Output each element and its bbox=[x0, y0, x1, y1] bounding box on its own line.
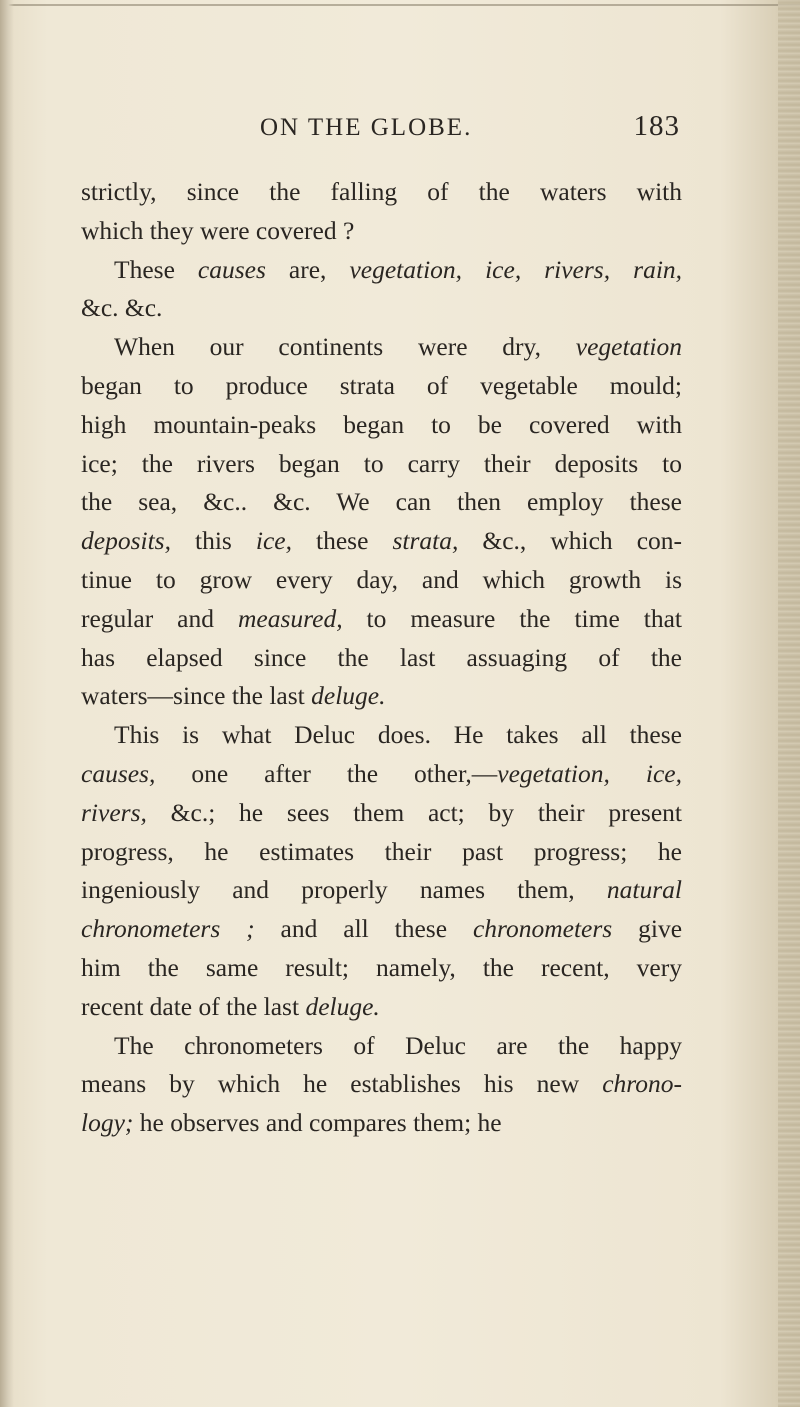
text-line bbox=[81, 561, 682, 600]
text-run: the sea, &c.. &c. We can then employ these bbox=[81, 487, 682, 517]
text-run: strictly, since the falling of the waters with bbox=[81, 177, 682, 206]
text-run bbox=[521, 255, 544, 284]
text-run: give bbox=[612, 914, 683, 944]
text-line bbox=[81, 445, 682, 484]
text-run: ice; the rivers began to carry their deposits to bbox=[81, 448, 682, 478]
italic-text: rivers, bbox=[81, 797, 147, 827]
text-line bbox=[81, 833, 682, 872]
text-run: &c.; he sees them act; by their present bbox=[146, 797, 682, 827]
text-run: began to produce strata of vegetable mould; bbox=[81, 370, 682, 400]
page-number: 183 bbox=[633, 110, 680, 142]
text-line bbox=[81, 716, 682, 755]
text-run: to measure the time that bbox=[342, 603, 682, 633]
text-line bbox=[81, 871, 682, 910]
text-line bbox=[81, 1027, 682, 1066]
text-line bbox=[81, 328, 682, 367]
text-run bbox=[610, 759, 646, 788]
italic-text: ice, bbox=[645, 758, 682, 788]
page-gutter-shadow bbox=[0, 0, 14, 1407]
italic-text: deluge. bbox=[305, 991, 380, 1021]
text-run: regular and bbox=[81, 603, 238, 633]
text-run: which they were covered ? bbox=[81, 215, 355, 245]
italic-text: causes, bbox=[81, 758, 156, 788]
text-line bbox=[81, 600, 682, 639]
text-run: means by which he establishes his new bbox=[81, 1069, 603, 1099]
text-run: one after the other,— bbox=[155, 758, 498, 788]
text-run: The chronometers of Deluc are the happy bbox=[114, 1030, 682, 1060]
text-run: ingeniously and properly names them, bbox=[81, 875, 607, 905]
text-line bbox=[81, 1104, 682, 1143]
text-line bbox=[81, 289, 682, 328]
text-line bbox=[81, 755, 682, 794]
text-run: recent date of the last bbox=[81, 991, 306, 1021]
text-line bbox=[81, 483, 682, 522]
text-line bbox=[81, 949, 682, 988]
italic-text: causes bbox=[197, 254, 266, 284]
text-run bbox=[610, 255, 633, 284]
text-run: tinue to grow every day, and which growth is bbox=[81, 564, 682, 594]
text-run: this bbox=[170, 526, 256, 556]
text-run: are, bbox=[265, 254, 350, 284]
text-run: high mountain-peaks began to be covered with bbox=[81, 409, 682, 439]
text-line bbox=[81, 522, 682, 561]
italic-text: chrono- bbox=[602, 1069, 682, 1099]
text-run: has elapsed since the last assuaging of the bbox=[81, 642, 682, 672]
italic-text: natural bbox=[606, 875, 682, 905]
text-run bbox=[462, 255, 485, 284]
text-run: When our continents were dry, bbox=[114, 332, 576, 362]
text-line bbox=[81, 1065, 682, 1104]
italic-text: vegetation, bbox=[349, 254, 463, 284]
text-run: progress, he estimates their past progress; he bbox=[81, 836, 682, 866]
text-line bbox=[81, 677, 682, 716]
italic-text: rain, bbox=[633, 254, 683, 284]
text-line bbox=[81, 910, 682, 949]
text-run: &c., which con- bbox=[458, 526, 683, 556]
text-line bbox=[81, 988, 682, 1027]
page-top-edge bbox=[0, 4, 800, 6]
text-line bbox=[81, 794, 682, 833]
italic-text: deluge. bbox=[311, 681, 386, 711]
text-run: these bbox=[292, 526, 393, 556]
running-header bbox=[80, 110, 680, 154]
italic-text: vegetation, bbox=[497, 758, 610, 788]
running-title: ON THE GLOBE. bbox=[260, 114, 473, 141]
text-run: and all these bbox=[254, 914, 473, 944]
text-run: These bbox=[114, 254, 198, 284]
italic-text: ice, bbox=[255, 526, 292, 556]
page-fore-edge bbox=[778, 0, 800, 1407]
text-run: waters—since the last bbox=[81, 681, 312, 711]
text-line bbox=[81, 212, 682, 251]
text-line bbox=[81, 251, 682, 290]
italic-text: ice, bbox=[485, 254, 522, 284]
text-run: This is what Deluc does. He takes all these bbox=[114, 720, 682, 750]
italic-text: chronometers ; bbox=[81, 914, 255, 944]
body-text bbox=[81, 173, 682, 1143]
text-line bbox=[81, 639, 682, 678]
text-run: him the same result; namely, the recent, very bbox=[81, 952, 682, 982]
italic-text: vegetation bbox=[575, 332, 682, 362]
italic-text: strata, bbox=[392, 526, 459, 556]
italic-text: logy; bbox=[81, 1108, 134, 1138]
text-run: &c. &c. bbox=[81, 293, 163, 323]
italic-text: measured, bbox=[238, 603, 343, 633]
text-line bbox=[81, 367, 682, 406]
italic-text: deposits, bbox=[81, 526, 171, 556]
text-line bbox=[81, 173, 682, 212]
italic-text: chronometers bbox=[472, 914, 613, 944]
text-line bbox=[81, 406, 682, 445]
text-run: he observes and compares them; he bbox=[133, 1108, 502, 1138]
italic-text: rivers, bbox=[544, 254, 611, 284]
